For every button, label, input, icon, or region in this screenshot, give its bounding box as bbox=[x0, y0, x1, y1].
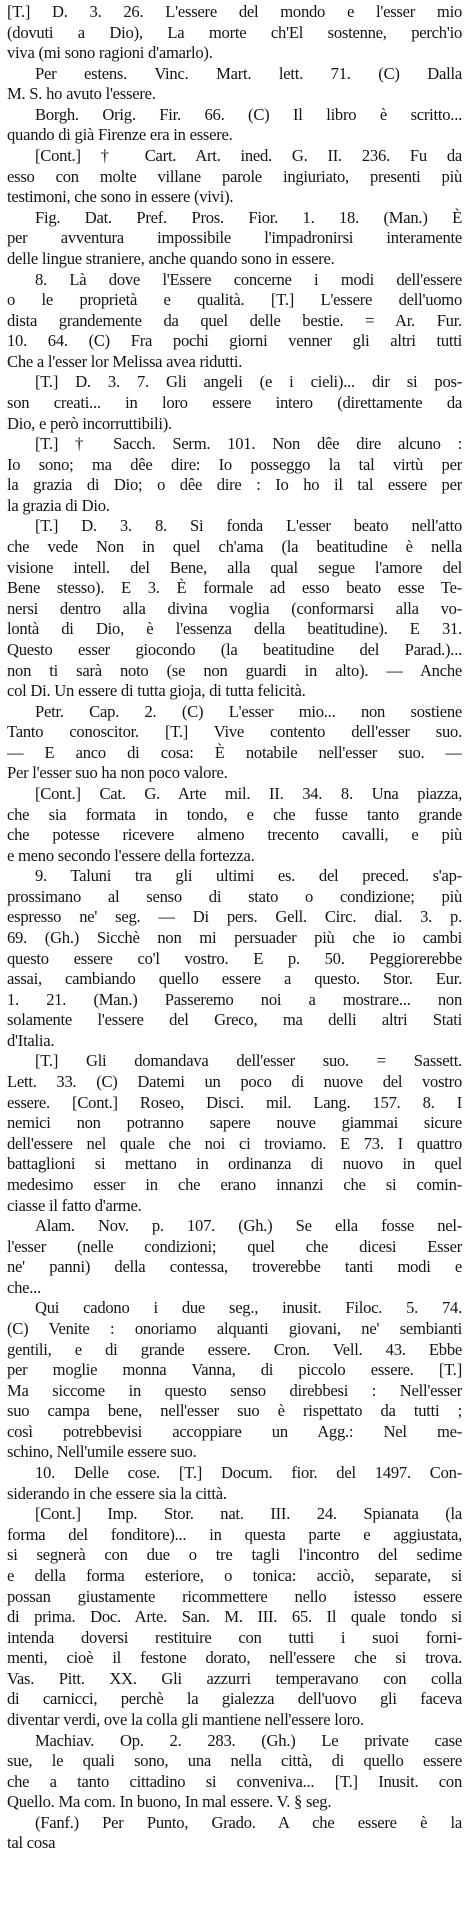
text-line: 10. Delle cose. [T.] Docum. fior. del 1497. Con- bbox=[35, 1463, 462, 1483]
text-line: (dovuti a Dio), La morte ch'El sostenne, perch'io bbox=[7, 22, 462, 42]
text-line: Per estens. Vinc. Mart. lett. 71. (C) Dalla bbox=[35, 63, 462, 83]
text-line: gentili, e di grande essere. Cron. Vell. 43. Ebbe bbox=[7, 1339, 462, 1359]
text-line: di carnicci, perchè la gialezza dell'uovo gli faceva bbox=[7, 1689, 462, 1709]
text-line: dell'essere nel quale che noi ci troviamo. E 73. I quattro bbox=[7, 1133, 462, 1153]
text-line: che... bbox=[7, 1277, 41, 1297]
text-line: per moglie monna Vanna, di piccolo essere. [T.] bbox=[7, 1360, 462, 1380]
text-line: 9. Taluni tra gli ultimi es. del preced. s'ap- bbox=[35, 866, 462, 886]
text-line: Io sono; ma dêe dire: Io posseggo la tal virtù per bbox=[7, 454, 462, 474]
text-line: battaglioni si mettano in ordinanza di nuovo in quel bbox=[7, 1154, 462, 1174]
text-line: testimoni, che sono in essere (vivi). bbox=[7, 187, 234, 207]
text-line: Machiav. Op. 2. 283. (Gh.) Le private case bbox=[35, 1730, 462, 1750]
text-line: nemici non potranno sapere nouve giammai sicure bbox=[7, 1113, 462, 1133]
text-line: suo campa bene, nell'esser suo è rispettato da tutti ; bbox=[7, 1401, 462, 1421]
text-line: col Di. Un essere di tutta gioja, di tutta felicità. bbox=[7, 681, 306, 701]
text-line: che sia formata in tondo, e che fusse tanto grande bbox=[7, 804, 462, 824]
text-line: Che a l'esser lor Melissa avea ridutti. bbox=[7, 351, 243, 371]
text-line: prossimano al senso di stato o condizione; più bbox=[7, 886, 462, 906]
text-line: (Fanf.) Per Punto, Grado. A che essere è la bbox=[35, 1812, 462, 1832]
text-line: ne' panni) della contessa, troverebbe tanti modi e bbox=[7, 1257, 462, 1277]
text-line: [T.] Gli domandava dell'esser suo. = Sassett. bbox=[35, 1051, 462, 1071]
text-line: possan giustamente ricommettere nello istesso essere bbox=[7, 1586, 462, 1606]
text-line: non ti sarà noto (se non guardi in alto). — Anche bbox=[7, 660, 462, 680]
text-line: 1. 21. (Man.) Passeremo noi a mostrare... non bbox=[7, 989, 462, 1009]
text-line: 8. Là dove l'Essere concerne i modi dell'essere bbox=[35, 269, 462, 289]
text-line: diventar verdi, ove la colla gli mantiene nell'essere loro. bbox=[7, 1709, 364, 1729]
text-line: Borgh. Orig. Fir. 66. (C) Il libro è scritto... bbox=[35, 104, 462, 124]
text-line: di prima. Doc. Arte. San. M. III. 65. Il quale tondo si bbox=[7, 1607, 462, 1627]
text-line: [Cont.] Cat. G. Arte mil. II. 34. 8. Una piazza, bbox=[35, 783, 462, 803]
text-line: M. S. ho avuto l'essere. bbox=[7, 84, 156, 104]
text-line: assai, cambiando quello essere a questo. Stor. Eur. bbox=[7, 969, 462, 989]
text-line: [T.] † Sacch. Serm. 101. Non dêe dire alcuno : bbox=[35, 434, 462, 454]
text-line: — E anco di cosa: È notabile nell'esser suo. — bbox=[7, 742, 462, 762]
text-line: [Cont.] † Cart. Art. ined. G. II. 236. Fu da bbox=[35, 146, 462, 166]
text-line: nersi dentro alla divina voglia (conformarsi alla vo- bbox=[7, 598, 462, 618]
text-line: e meno secondo l'essere della fortezza. bbox=[7, 845, 255, 865]
text-line: 69. (Gh.) Sicchè non mi persuader più che io cambi bbox=[7, 928, 462, 948]
text-line: Tanto conoscitor. [T.] Vive contento dell'esser suo. bbox=[7, 722, 462, 742]
text-line: si segnerà con due o tre tagli l'incontro del sedime bbox=[7, 1545, 462, 1565]
text-line: o le proprietà e qualità. [T.] L'essere dell'uomo bbox=[7, 290, 462, 310]
text-line: intenda doversi restituire con tutti i suoi forni- bbox=[7, 1627, 462, 1647]
text-line: per avventura impossibile l'impadronirsi interamente bbox=[7, 228, 462, 248]
text-line: [T.] D. 3. 8. Si fonda L'esser beato nell'atto bbox=[35, 516, 462, 536]
text-line: viva (mi sono ragioni d'amarlo). bbox=[7, 43, 213, 63]
text-line: Qui cadono i due seg., inusit. Filoc. 5. 74. bbox=[35, 1298, 462, 1318]
text-line: e della forma esteriore, o tonica: acciò, separate, si bbox=[7, 1565, 462, 1585]
text-line: Per l'esser suo ha non poco valore. bbox=[7, 763, 228, 783]
text-line: siderando in che essere sia la città. bbox=[7, 1483, 227, 1503]
text-line: che a tanto cittadino si conveniva... [T.] Inusit. con bbox=[7, 1771, 462, 1791]
text-line: che potesse ricevere almeno trecento cavalli, e più bbox=[7, 825, 462, 845]
text-line: [T.] D. 3. 7. Gli angeli (e i cieli)... dir si pos- bbox=[35, 372, 462, 392]
text-line: Alam. Nov. p. 107. (Gh.) Se ella fosse nel- bbox=[35, 1216, 462, 1236]
text-line: (C) Venite : onoriamo alquanti giovani, ne' sembianti bbox=[7, 1319, 462, 1338]
text-line: lontà di Dio, è l'essenza della beatitudine). E 31. bbox=[7, 619, 462, 639]
text-line: Vas. Pitt. XX. Gli azzurri temperavano con colla bbox=[7, 1668, 462, 1688]
text-line: Questo esser giocondo (la beatitudine del Parad.)... bbox=[7, 639, 462, 659]
text-line: ciasse il fatto d'arme. bbox=[7, 1195, 142, 1215]
text-line: Quello. Ma com. In buono, In mal essere. V. § seg. bbox=[7, 1792, 332, 1812]
text-line: d'Italia. bbox=[7, 1030, 55, 1050]
text-line: 10. 64. (C) Fra pochi giorni venner gli altri tutti bbox=[7, 331, 462, 351]
text-line: [Cont.] Imp. Stor. nat. III. 24. Spianata (la bbox=[35, 1504, 462, 1524]
text-line: Ma siccome in questo senso direbbesi : Nell'esser bbox=[7, 1380, 462, 1400]
text-line: che vede Non in quel ch'ama (la beatitudine è nella bbox=[7, 537, 462, 557]
text-line: Lett. 33. (C) Datemi un poco di nuove del vostro bbox=[7, 1072, 462, 1092]
text-line: sue, le quali sono, una nella città, di quello essere bbox=[7, 1751, 462, 1771]
text-line: tal cosa bbox=[7, 1833, 56, 1853]
text-line: quando di già Firenze era in essere. bbox=[7, 125, 233, 145]
text-line: questo essere co'l vostro. E p. 50. Peggiorerebbe bbox=[7, 948, 462, 968]
text-line: menti, cioè il festone dorato, nell'essere che si trova. bbox=[7, 1648, 462, 1668]
text-line: la grazia di Dio. bbox=[7, 495, 110, 515]
text-line: Bene stesso). E 3. È formale ad esso beato esse Te- bbox=[7, 578, 462, 598]
text-line: così potrebbevisi accoppiare un Agg.: Nel me- bbox=[7, 1421, 462, 1441]
text-line: schino, Nell'umile essere suo. bbox=[7, 1442, 197, 1462]
text-line: delle lingue straniere, anche quando sono in essere. bbox=[7, 248, 335, 268]
text-line: la grazia di Dio; o dêe dire : Io ho il tal essere per bbox=[7, 475, 462, 495]
text-line: [T.] D. 3. 26. L'essere del mondo e l'esser mio bbox=[7, 2, 462, 21]
text-line: dista grandemente da quel delle bestie. = Ar. Fur. bbox=[7, 310, 462, 330]
text-line: visione intell. del Bene, alla qual segue l'amore del bbox=[7, 557, 462, 577]
text-line: Fig. Dat. Pref. Pros. Fior. 1. 18. (Man.) È bbox=[35, 207, 462, 227]
text-line: essere. [Cont.] Roseo, Disci. mil. Lang. 157. 8. I bbox=[7, 1092, 462, 1112]
text-line: forma del fonditore)... in questa parte e aggiustata, bbox=[7, 1524, 462, 1544]
text-line: solamente l'essere del Greco, ma delli altri Stati bbox=[7, 1010, 462, 1030]
text-line: esso con molte villane parole ingiuriato, presenti più bbox=[7, 166, 462, 186]
text-line: l'esser (nelle condizioni; quel che dicesi Esser bbox=[7, 1236, 462, 1256]
text-line: Dio, e però incorruttibili). bbox=[7, 413, 172, 433]
text-line: espresso ne' seg. — Di pers. Gell. Circ. dial. 3. p. bbox=[7, 907, 462, 927]
text-line: Petr. Cap. 2. (C) L'esser mio... non sostiene bbox=[35, 701, 462, 721]
text-line: medesimo esser in che erano innanzi che si comin- bbox=[7, 1174, 462, 1194]
text-line: son creati... in loro essere intero (direttamente da bbox=[7, 392, 462, 412]
